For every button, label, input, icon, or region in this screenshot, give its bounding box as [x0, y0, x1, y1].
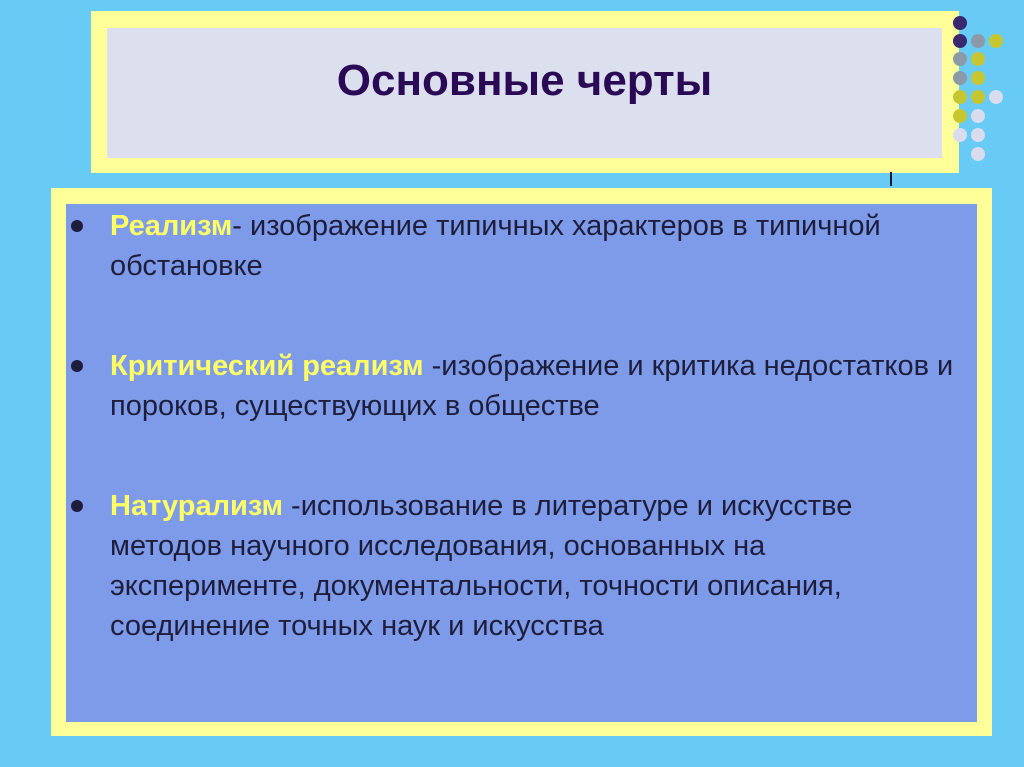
dot	[971, 109, 985, 123]
list-item	[110, 206, 957, 286]
dot	[953, 109, 967, 123]
content-panel	[66, 204, 977, 722]
slide-title: Основные черты	[336, 56, 713, 105]
dot	[971, 147, 985, 161]
dot	[953, 16, 967, 30]
dot	[953, 34, 967, 48]
dot	[971, 128, 985, 142]
item-text: -изображение и критика недостатков и пороков, существующих в обществе	[110, 350, 954, 422]
bullet-icon	[71, 220, 83, 232]
dot	[953, 90, 967, 104]
dot	[971, 90, 985, 104]
item-text: -использование в литературе и искусстве методов научного исследования, основанных на эксперименте, документальности, точности описания, соединение точных наук и искусства	[110, 490, 853, 642]
dot	[971, 52, 985, 66]
dot	[971, 34, 985, 48]
dot	[953, 52, 967, 66]
bullet-icon	[71, 360, 83, 372]
title-panel	[107, 28, 942, 158]
dot	[953, 128, 967, 142]
item-text: - изображение типичных характеров в типичной обстановке	[110, 210, 881, 282]
list-item	[110, 346, 957, 426]
dot	[989, 90, 1003, 104]
item-term: Критический реализм	[110, 350, 424, 382]
item-term: Натурализм	[110, 490, 283, 522]
dot	[971, 71, 985, 85]
list-item	[110, 486, 957, 646]
divider-tick	[890, 172, 892, 186]
title-frame	[91, 11, 959, 173]
bullet-icon	[71, 500, 83, 512]
content-frame	[51, 188, 992, 736]
dot	[953, 71, 967, 85]
item-term: Реализм	[110, 210, 233, 242]
dot	[989, 34, 1003, 48]
